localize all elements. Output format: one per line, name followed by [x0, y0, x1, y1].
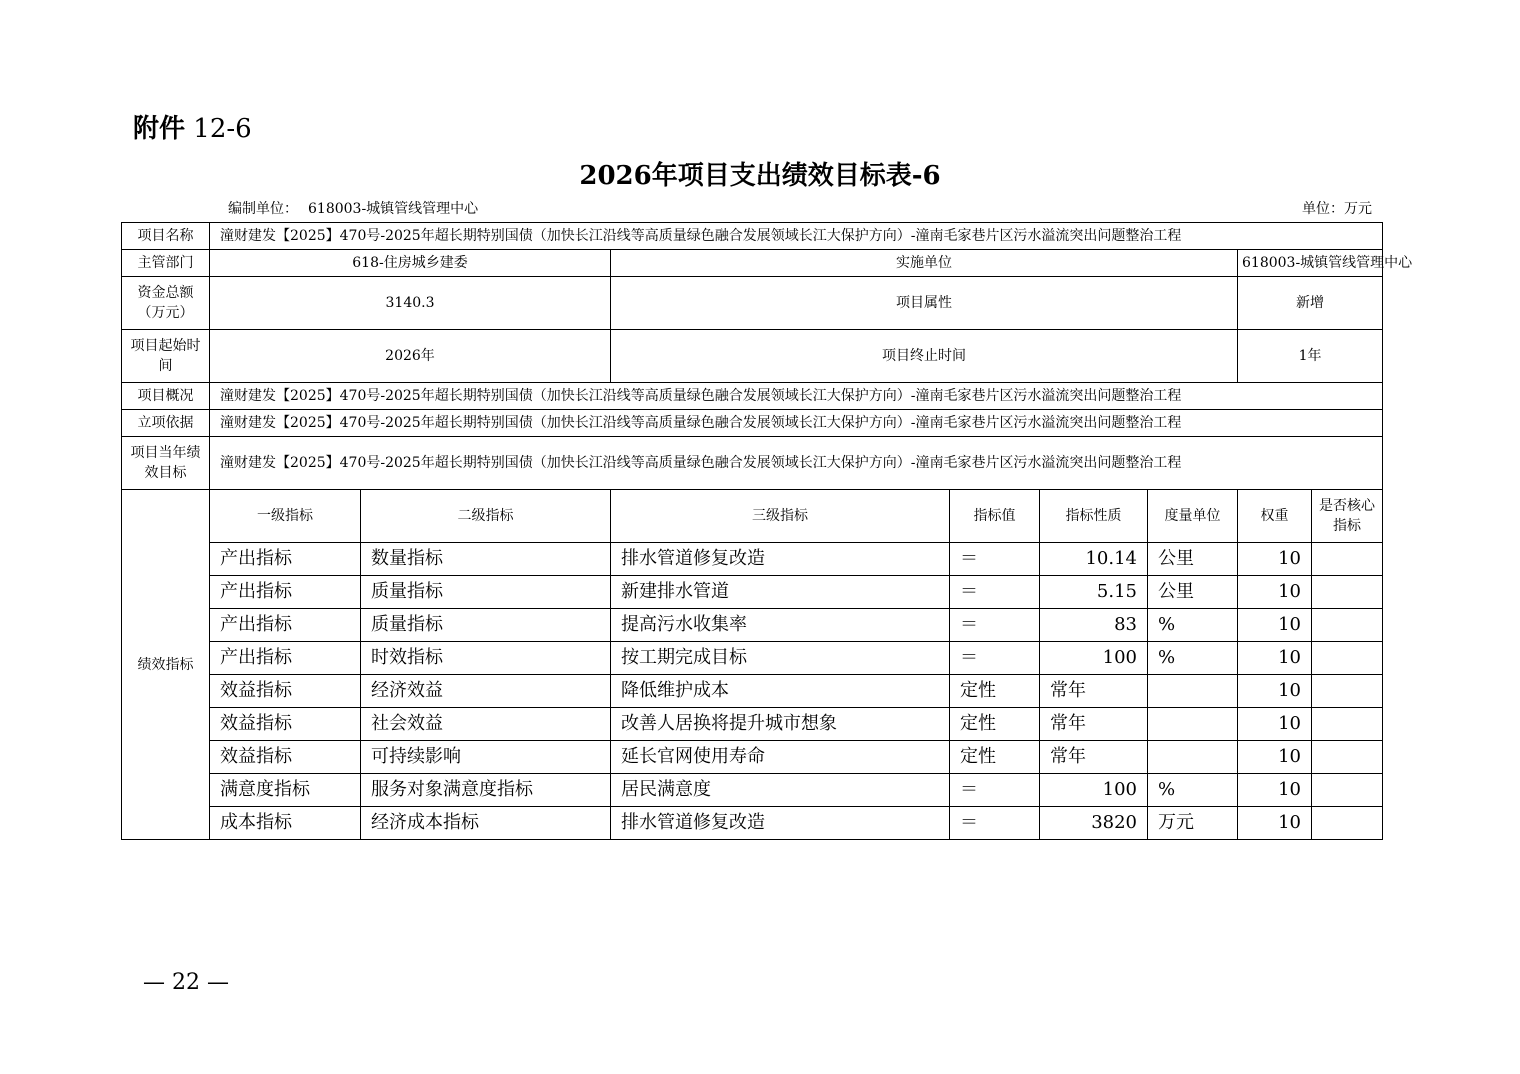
page-number: — 22 — [143, 970, 229, 995]
level1-indicator: 效益指标 [210, 708, 361, 741]
level2-indicator: 社会效益 [361, 708, 611, 741]
fund-value: 3140.3 [210, 277, 611, 330]
indicator-nature: 83 [1040, 609, 1148, 642]
indicator-nature: 3820 [1040, 807, 1148, 840]
weight: 10 [1238, 609, 1312, 642]
indicator-value: 定性 [950, 708, 1040, 741]
attachment-word: 附件 [133, 114, 186, 144]
level2-indicator: 经济成本指标 [361, 807, 611, 840]
overview-label: 项目概况 [122, 383, 210, 410]
level3-indicator: 延长官网使用寿命 [611, 741, 950, 774]
implementing-unit-label: 实施单位 [611, 250, 1238, 277]
page-title: 2026年项目支出绩效目标表-6 [579, 161, 941, 191]
end-time-value: 1年 [1238, 330, 1383, 383]
performance-target-table [121, 222, 1413, 840]
start-time-value: 2026年 [210, 330, 611, 383]
indicator-row [122, 543, 1383, 576]
annual-goal-value: 潼财建发【2025】470号-2025年超长期特别国债（加快长江沿线等高质量绿色融合发展领域长江大保护方向）-潼南毛家巷片区污水溢流突出问题整治工程 [210, 437, 1383, 490]
department-label: 主管部门 [122, 250, 210, 277]
measurement-unit: % [1148, 642, 1238, 675]
core-indicator [1312, 741, 1383, 774]
core-indicator [1312, 807, 1383, 840]
weight: 10 [1238, 642, 1312, 675]
indicator-row [122, 741, 1383, 774]
indicator-nature: 常年 [1040, 675, 1148, 708]
measurement-unit: 万元 [1148, 807, 1238, 840]
row-project-name [122, 223, 1383, 250]
header-unit: 度量单位 [1148, 490, 1238, 543]
level3-indicator: 居民满意度 [611, 774, 950, 807]
indicator-value: ＝ [950, 774, 1040, 807]
measurement-unit [1148, 741, 1238, 774]
measurement-unit: % [1148, 774, 1238, 807]
level3-indicator: 新建排水管道 [611, 576, 950, 609]
indicator-value: ＝ [950, 807, 1040, 840]
level1-indicator: 产出指标 [210, 642, 361, 675]
row-annual-goal [122, 437, 1383, 490]
indicator-row [122, 642, 1383, 675]
weight: 10 [1238, 543, 1312, 576]
core-indicator [1312, 642, 1383, 675]
level2-indicator: 可持续影响 [361, 741, 611, 774]
compiling-unit-label: 编制单位： [228, 201, 298, 217]
level1-indicator: 产出指标 [210, 543, 361, 576]
core-indicator [1312, 609, 1383, 642]
indicator-nature: 常年 [1040, 708, 1148, 741]
header-value: 指标值 [950, 490, 1040, 543]
weight: 10 [1238, 675, 1312, 708]
measurement-unit: % [1148, 609, 1238, 642]
level2-indicator: 时效指标 [361, 642, 611, 675]
header-level3: 三级指标 [611, 490, 950, 543]
attachment-number: 12-6 [193, 114, 252, 144]
weight: 10 [1238, 708, 1312, 741]
indicator-value: ＝ [950, 642, 1040, 675]
basis-value: 潼财建发【2025】470号-2025年超长期特别国债（加快长江沿线等高质量绿色融合发展领域长江大保护方向）-潼南毛家巷片区污水溢流突出问题整治工程 [210, 410, 1383, 437]
header-level2: 二级指标 [361, 490, 611, 543]
project-attribute-value: 新增 [1238, 277, 1383, 330]
header-nature: 指标性质 [1040, 490, 1148, 543]
row-department [122, 250, 1383, 277]
header-weight: 权重 [1238, 490, 1312, 543]
row-overview [122, 383, 1383, 410]
row-period [122, 330, 1383, 383]
indicator-value: 定性 [950, 675, 1040, 708]
level3-indicator: 降低维护成本 [611, 675, 950, 708]
indicator-value: ＝ [950, 543, 1040, 576]
core-indicator [1312, 708, 1383, 741]
department-value: 618-住房城乡建委 [210, 250, 611, 277]
core-indicator [1312, 675, 1383, 708]
indicator-row [122, 609, 1383, 642]
level2-indicator: 经济效益 [361, 675, 611, 708]
level3-indicator: 改善人居换将提升城市想象 [611, 708, 950, 741]
level3-indicator: 按工期完成目标 [611, 642, 950, 675]
measurement-unit: 公里 [1148, 576, 1238, 609]
level1-indicator: 成本指标 [210, 807, 361, 840]
measurement-unit [1148, 675, 1238, 708]
indicator-value: ＝ [950, 609, 1040, 642]
measurement-unit: 公里 [1148, 543, 1238, 576]
indicator-nature: 100 [1040, 774, 1148, 807]
row-fund [122, 277, 1383, 330]
core-indicator [1312, 543, 1383, 576]
level3-indicator: 提高污水收集率 [611, 609, 950, 642]
indicator-row [122, 576, 1383, 609]
header-core: 是否核心指标 [1312, 490, 1383, 543]
basis-label: 立项依据 [122, 410, 210, 437]
annual-goal-label: 项目当年绩效目标 [122, 437, 210, 490]
weight: 10 [1238, 807, 1312, 840]
level3-indicator: 排水管道修复改造 [611, 543, 950, 576]
project-attribute-label: 项目属性 [611, 277, 1238, 330]
indicator-row [122, 774, 1383, 807]
project-name-label: 项目名称 [122, 223, 210, 250]
measurement-unit [1148, 708, 1238, 741]
level2-indicator: 服务对象满意度指标 [361, 774, 611, 807]
indicator-value: 定性 [950, 741, 1040, 774]
level2-indicator: 数量指标 [361, 543, 611, 576]
fund-label: 资金总额（万元） [122, 277, 210, 330]
overview-value: 潼财建发【2025】470号-2025年超长期特别国债（加快长江沿线等高质量绿色融合发展领域长江大保护方向）-潼南毛家巷片区污水溢流突出问题整治工程 [210, 383, 1383, 410]
implementing-unit-value: 618003-城镇管线管理中心 [1238, 250, 1383, 277]
core-indicator [1312, 576, 1383, 609]
start-time-label: 项目起始时间 [122, 330, 210, 383]
indicator-row [122, 807, 1383, 840]
indicator-nature: 常年 [1040, 741, 1148, 774]
indicator-row [122, 708, 1383, 741]
project-name-value: 潼财建发【2025】470号-2025年超长期特别国债（加快长江沿线等高质量绿色融合发展领域长江大保护方向）-潼南毛家巷片区污水溢流突出问题整治工程 [210, 223, 1383, 250]
indicator-row [122, 675, 1383, 708]
indicator-value: ＝ [950, 576, 1040, 609]
compiling-unit [228, 199, 478, 219]
level1-indicator: 产出指标 [210, 609, 361, 642]
core-indicator [1312, 774, 1383, 807]
currency-unit: 单位：万元 [1302, 201, 1372, 217]
level1-indicator: 产出指标 [210, 576, 361, 609]
level2-indicator: 质量指标 [361, 576, 611, 609]
indicator-nature: 5.15 [1040, 576, 1148, 609]
indicator-header-row [122, 490, 1383, 543]
level3-indicator: 排水管道修复改造 [611, 807, 950, 840]
level2-indicator: 质量指标 [361, 609, 611, 642]
header-level1: 一级指标 [210, 490, 361, 543]
level1-indicator: 效益指标 [210, 741, 361, 774]
weight: 10 [1238, 774, 1312, 807]
level1-indicator: 效益指标 [210, 675, 361, 708]
weight: 10 [1238, 741, 1312, 774]
indicators-section-label: 绩效指标 [122, 490, 210, 840]
end-time-label: 项目终止时间 [611, 330, 1238, 383]
indicator-nature: 100 [1040, 642, 1148, 675]
level1-indicator: 满意度指标 [210, 774, 361, 807]
weight: 10 [1238, 576, 1312, 609]
row-basis [122, 410, 1383, 437]
compiling-unit-value: 618003-城镇管线管理中心 [308, 201, 479, 217]
attachment-label [133, 112, 252, 146]
indicator-nature: 10.14 [1040, 543, 1148, 576]
